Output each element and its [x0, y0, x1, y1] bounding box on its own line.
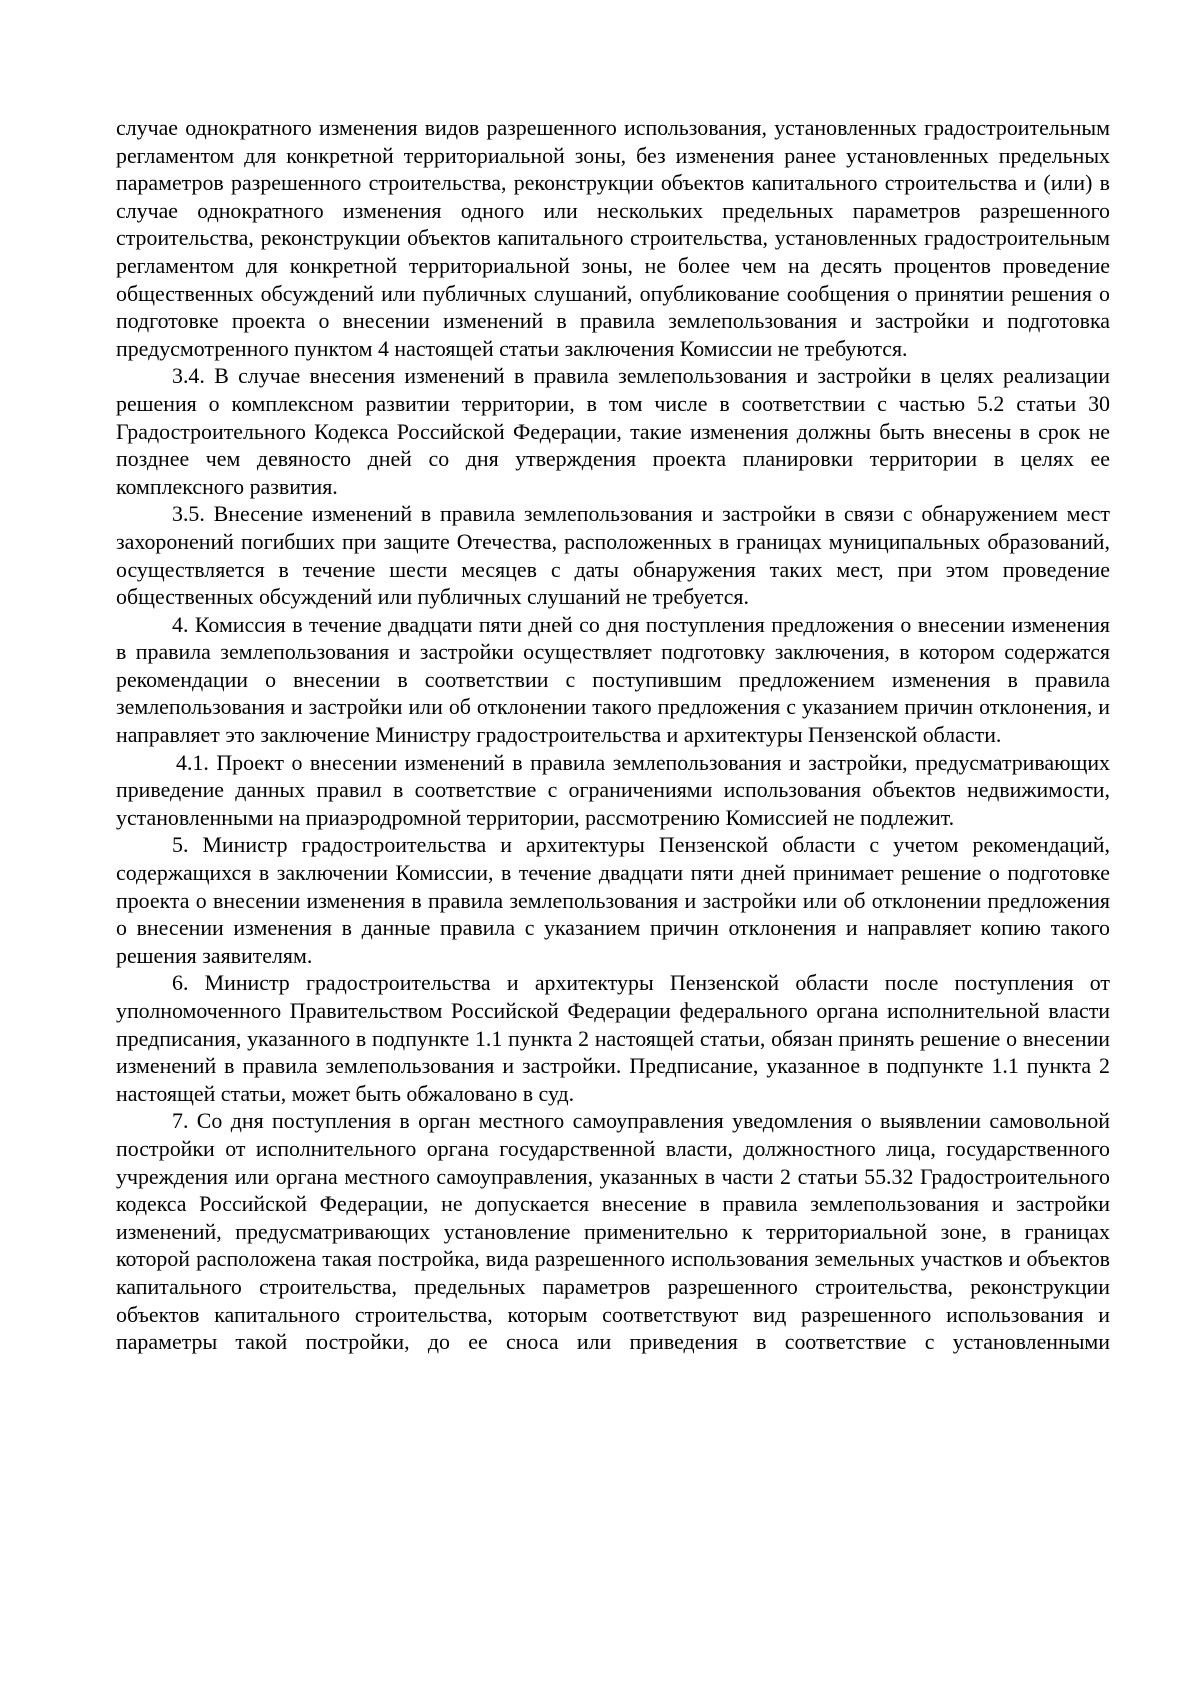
paragraph-5: 5. Министр градостроительства и архитектуры Пензенской области с учетом рекомендаций, содержащихся в заключении Комиссии, в течение двадцати пяти дней принимает решение о подготовке проекта о внесении изменения в правила землепользования и застройки или об отклонении предложения о внесении изменения в данные правила с указанием причин отклонения и направляет копию такого решения заявителям.	[116, 832, 1110, 968]
paragraph-6: 6. Министр градостроительства и архитектуры Пензенской области после поступления от уполномоченного Правительством Российской Федерации федерального органа исполнительной власти предписания, указанного в подпункте 1.1 пункта 2 настоящей статьи, обязан принять решение о внесении изменений в правила землепользования и застройки. Предписание, указанное в подпункте 1.1 пункта 2 настоящей статьи, может быть обжаловано в суд.	[116, 970, 1110, 1106]
paragraph-7: 7. Со дня поступления в орган местного самоуправления уведомления о выявлении самовольной постройки от исполнительного органа государственной власти, должностного лица, государственного учреждения или органа местного самоуправления, указанных в части 2 статьи 55.32 Градостроительного кодекса Российской Федерации, не допускается внесение в правила землепользования и застройки изменений, предусматривающих установление применительно к территориальной зоне, в границах которой расположена такая постройка, вида разрешенного использования земельных участков и объектов капитального строительства, предельных параметров разрешенного строительства, реконструкции объектов капитального строительства, которым соответствуют вид разрешенного использования и параметры такой постройки, до ее сноса или приведения в соответствие с установленными	[116, 1108, 1110, 1355]
paragraph-3-4: 3.4. В случае внесения изменений в правила землепользования и застройки в целях реализации решения о комплексном развитии территории, в том числе в соответствии с частью 5.2 статьи 30 Градостроительного Кодекса Российской Федерации, такие изменения должны быть внесены в срок не позднее чем девяносто дней со дня утверждения проекта планировки территории в целях ее комплексного развития.	[116, 363, 1110, 499]
paragraph-4: 4. Комиссия в течение двадцати пяти дней со дня поступления предложения о внесении изменения в правила землепользования и застройки осуществляет подготовку заключения, в котором содержатся рекомендации о внесении в соответствии с поступившим предложением изменения в правила землепользования и застройки или об отклонении такого предложения с указанием причин отклонения, и направляет это заключение Министру градостроительства и архитектуры Пензенской области.	[116, 611, 1110, 748]
paragraph-4-1: 4.1. Проект о внесении изменений в правила землепользования и застройки, предусматривающих приведение данных правил в соответствие с ограничениями использования объектов недвижимости, установленными на приаэродромной территории, рассмотрению Комиссией не подлежит.	[116, 749, 1110, 830]
paragraph-continuation: случае однократного изменения видов разрешенного использования, установленных градостроительным регламентом для конкретной территориальной зоны, без изменения ранее установленных предельных параметров разрешенного строительства, реконструкции объектов капитального строительства и (или) в случае однократного изменения одного или нескольких предельных параметров разрешенного строительства, реконструкции объектов капитального строительства, установленных градостроительным регламентом для конкретной территориальной зоны, не более чем на десять процентов проведение общественных обсуждений или публичных слушаний, опубликование сообщения о принятии решения о подготовке проекта о внесении изменений в правила землепользования и застройки и подготовка предусмотренного пунктом 4 настоящей статьи заключения Комиссии не требуются.	[116, 115, 1110, 361]
document-body	[116, 114, 1110, 1356]
paragraph-3-5: 3.5. Внесение изменений в правила землепользования и застройки в связи с обнаружением мест захоронений погибших при защите Отечества, расположенных в границах муниципальных образований, осуществляется в течение шести месяцев с даты обнаружения таких мест, при этом проведение общественных обсуждений или публичных слушаний не требуется.	[116, 501, 1110, 610]
